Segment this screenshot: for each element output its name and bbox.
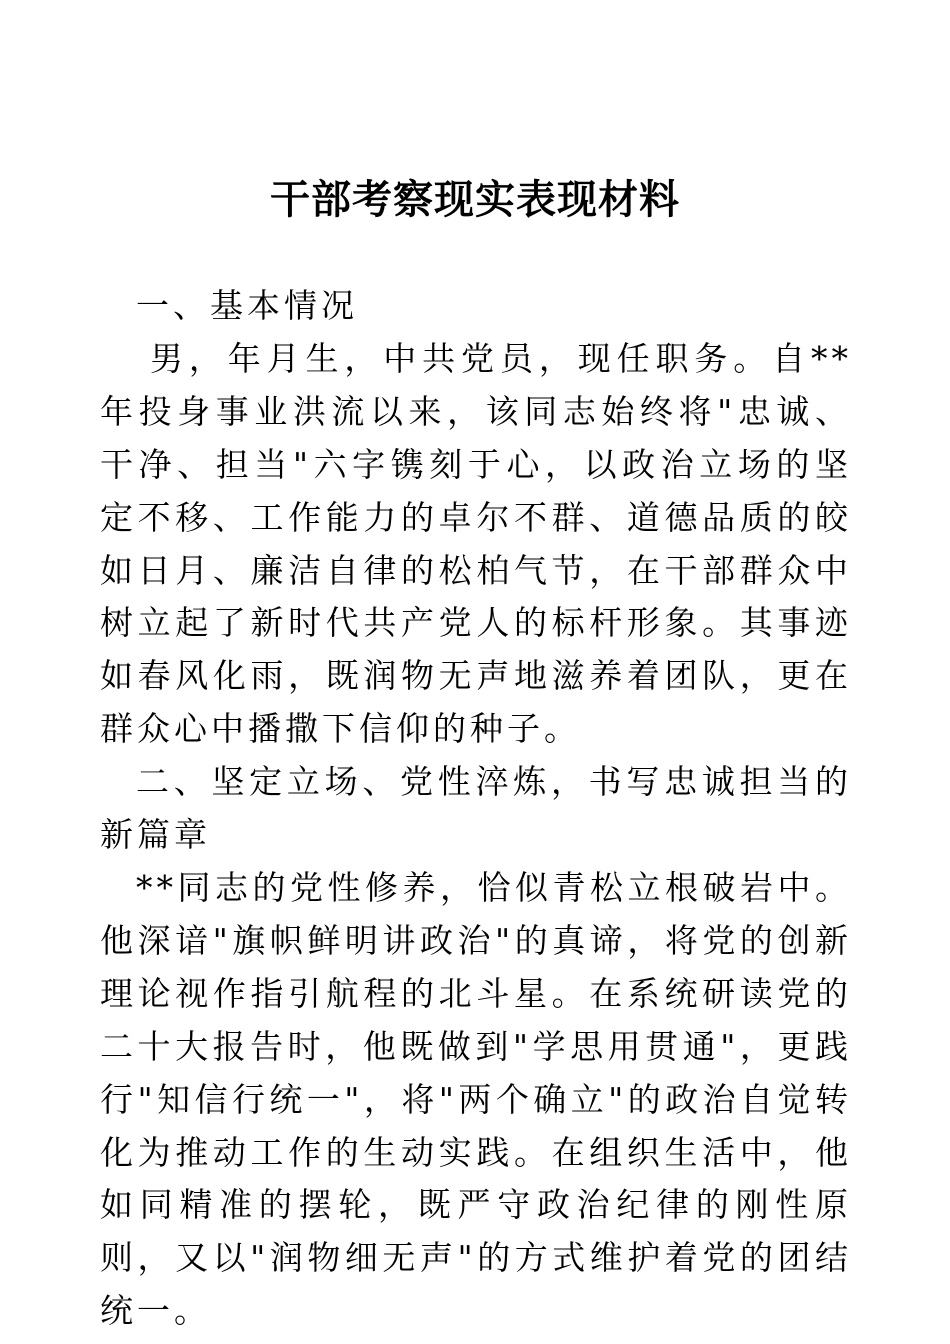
document-body <box>100 280 852 1338</box>
section-heading-party-spirit: 二、坚定立场、党性淬炼，书写忠诚担当的新篇章 <box>100 762 852 855</box>
document-title: 干部考察现实表现材料 <box>270 176 680 223</box>
section-heading-basic-info: 一、基本情况 <box>136 286 358 325</box>
section-paragraph-party-spirit: **同志的党性修养，恰似青松立根破岩中。他深谙"旗帜鲜明讲政治"的真谛，将党的创新理论视作指引航程的北斗星。在系统研读党的二十大报告时，他既做到"学思用贯通"，更践行"知信行统一"，将"两个确立"的政治自觉转化为推动工作的生动实践。在组织生活中，他如同精准的摆轮，既严守政治纪律的刚性原则，又以"润物细无声"的方式维护着党的团结统一。 <box>100 867 852 1331</box>
section-paragraph-basic-info: 男，年月生，中共党员，现任职务。自**年投身事业洪流以来，该同志始终将"忠诚、干净、担当"六字镌刻于心，以政治立场的坚定不移、工作能力的卓尔不群、道德品质的皎如日月、廉洁自律的松柏气节，在干部群众中树立起了新时代共产党人的标杆形象。其事迹如春风化雨，既润物无声地滋养着团队，更在群众心中播撒下信仰的种子。 <box>100 338 852 749</box>
